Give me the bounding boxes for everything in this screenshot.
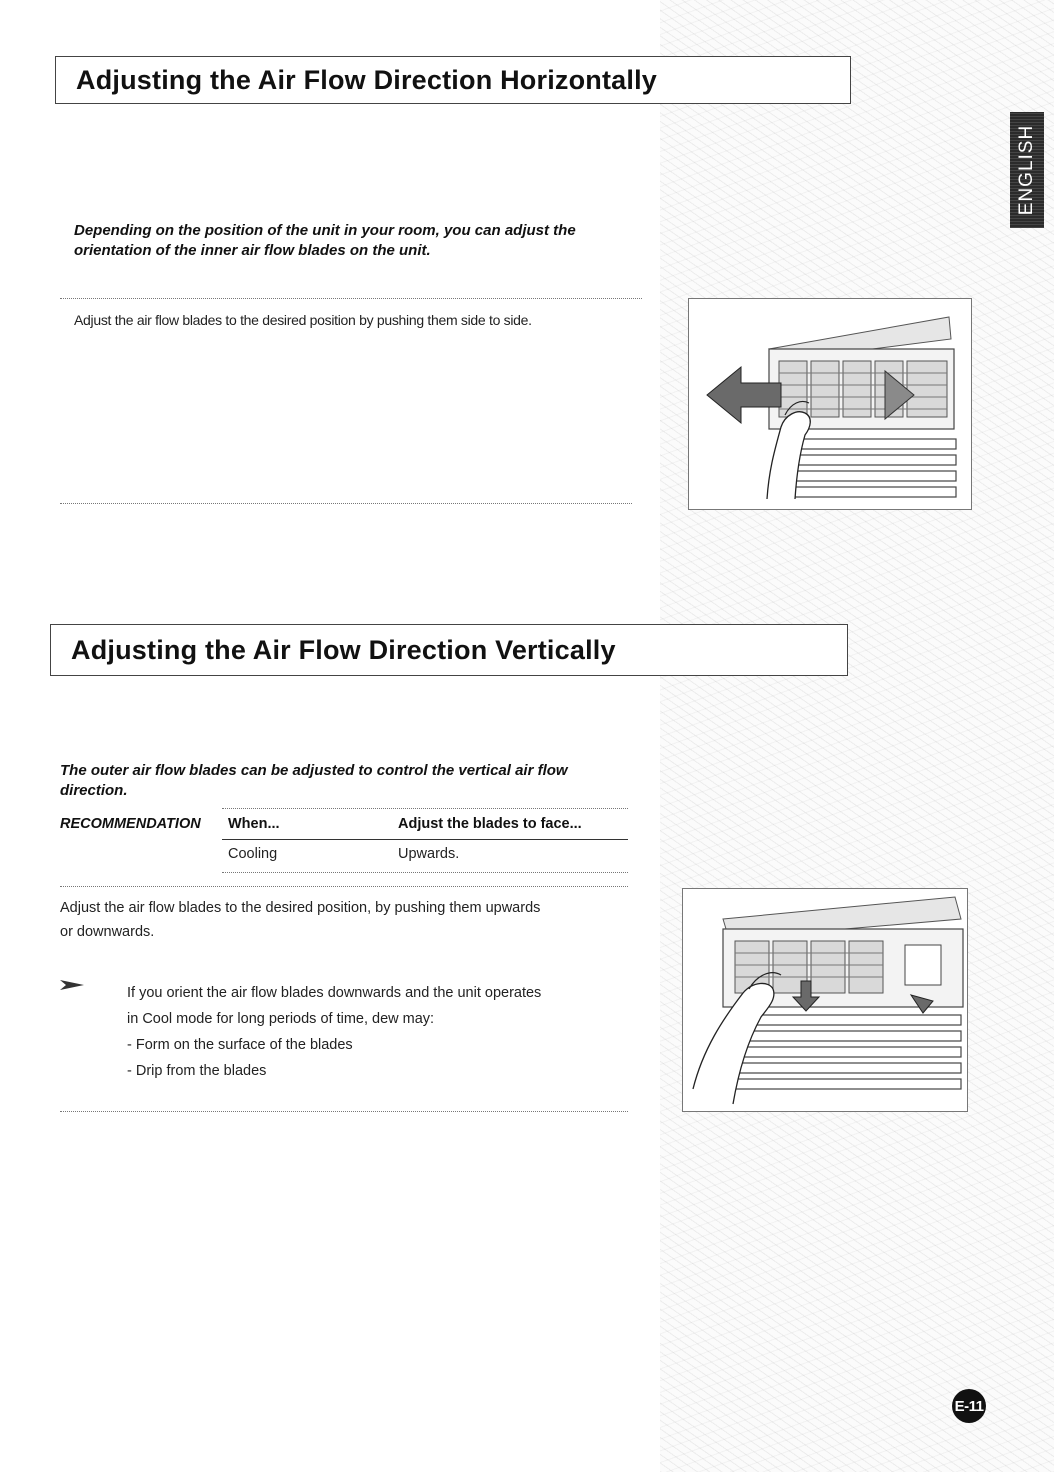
instruction-horizontal: Adjust the air flow blades to the desired position by pushing them side to side. — [74, 312, 532, 328]
page-number-badge — [952, 1389, 986, 1423]
note-line: in Cool mode for long periods of time, dew may: — [127, 1011, 435, 1027]
recommendation-cell-adjust: Upwards. — [398, 846, 460, 862]
section-title-vertical: Adjusting the Air Flow Direction Vertically — [71, 634, 616, 665]
illustration-vertical — [683, 889, 967, 1111]
divider — [60, 1111, 628, 1112]
recommendation-header-when: When... — [228, 816, 280, 832]
note-arrow-icon — [60, 978, 86, 992]
figure-vertical-adjustment — [682, 888, 968, 1112]
table-header-rule — [222, 839, 628, 840]
page-number: E-11 — [954, 1397, 984, 1415]
note-line: If you orient the air flow blades downwards and the unit operates — [127, 985, 542, 1001]
intro-vertical: The outer air flow blades can be adjusted to control the vertical air flow direction. — [60, 762, 568, 799]
section-title-horizontal: Adjusting the Air Flow Direction Horizontally — [76, 64, 658, 95]
intro-horizontal: Depending on the position of the unit in your room, you can adjust the orientation of the inner air flow blades on the unit. — [74, 222, 576, 259]
decorative-background-band — [660, 0, 1054, 1472]
recommendation-header-adjust: Adjust the blades to face... — [398, 816, 582, 832]
divider — [60, 503, 632, 504]
recommendation-label: RECOMMENDATION — [60, 816, 201, 832]
section-title-box-horizontal — [55, 56, 851, 104]
divider — [60, 886, 628, 887]
divider — [60, 298, 642, 299]
instruction-vertical: Adjust the air flow blades to the desired position, by pushing them upwards or downwards. — [60, 900, 541, 940]
note-line: - Drip from the blades — [127, 1063, 267, 1079]
note-list — [127, 980, 541, 1084]
note-line: - Form on the surface of the blades — [127, 1037, 353, 1053]
language-tab-label: ENGLISH — [1016, 124, 1038, 216]
recommendation-cell-when: Cooling — [228, 846, 278, 862]
divider — [222, 808, 628, 809]
language-tab — [1010, 112, 1044, 228]
divider — [222, 872, 628, 873]
illustration-horizontal — [689, 299, 971, 509]
section-title-box-vertical — [50, 624, 848, 676]
figure-horizontal-adjustment — [688, 298, 972, 510]
